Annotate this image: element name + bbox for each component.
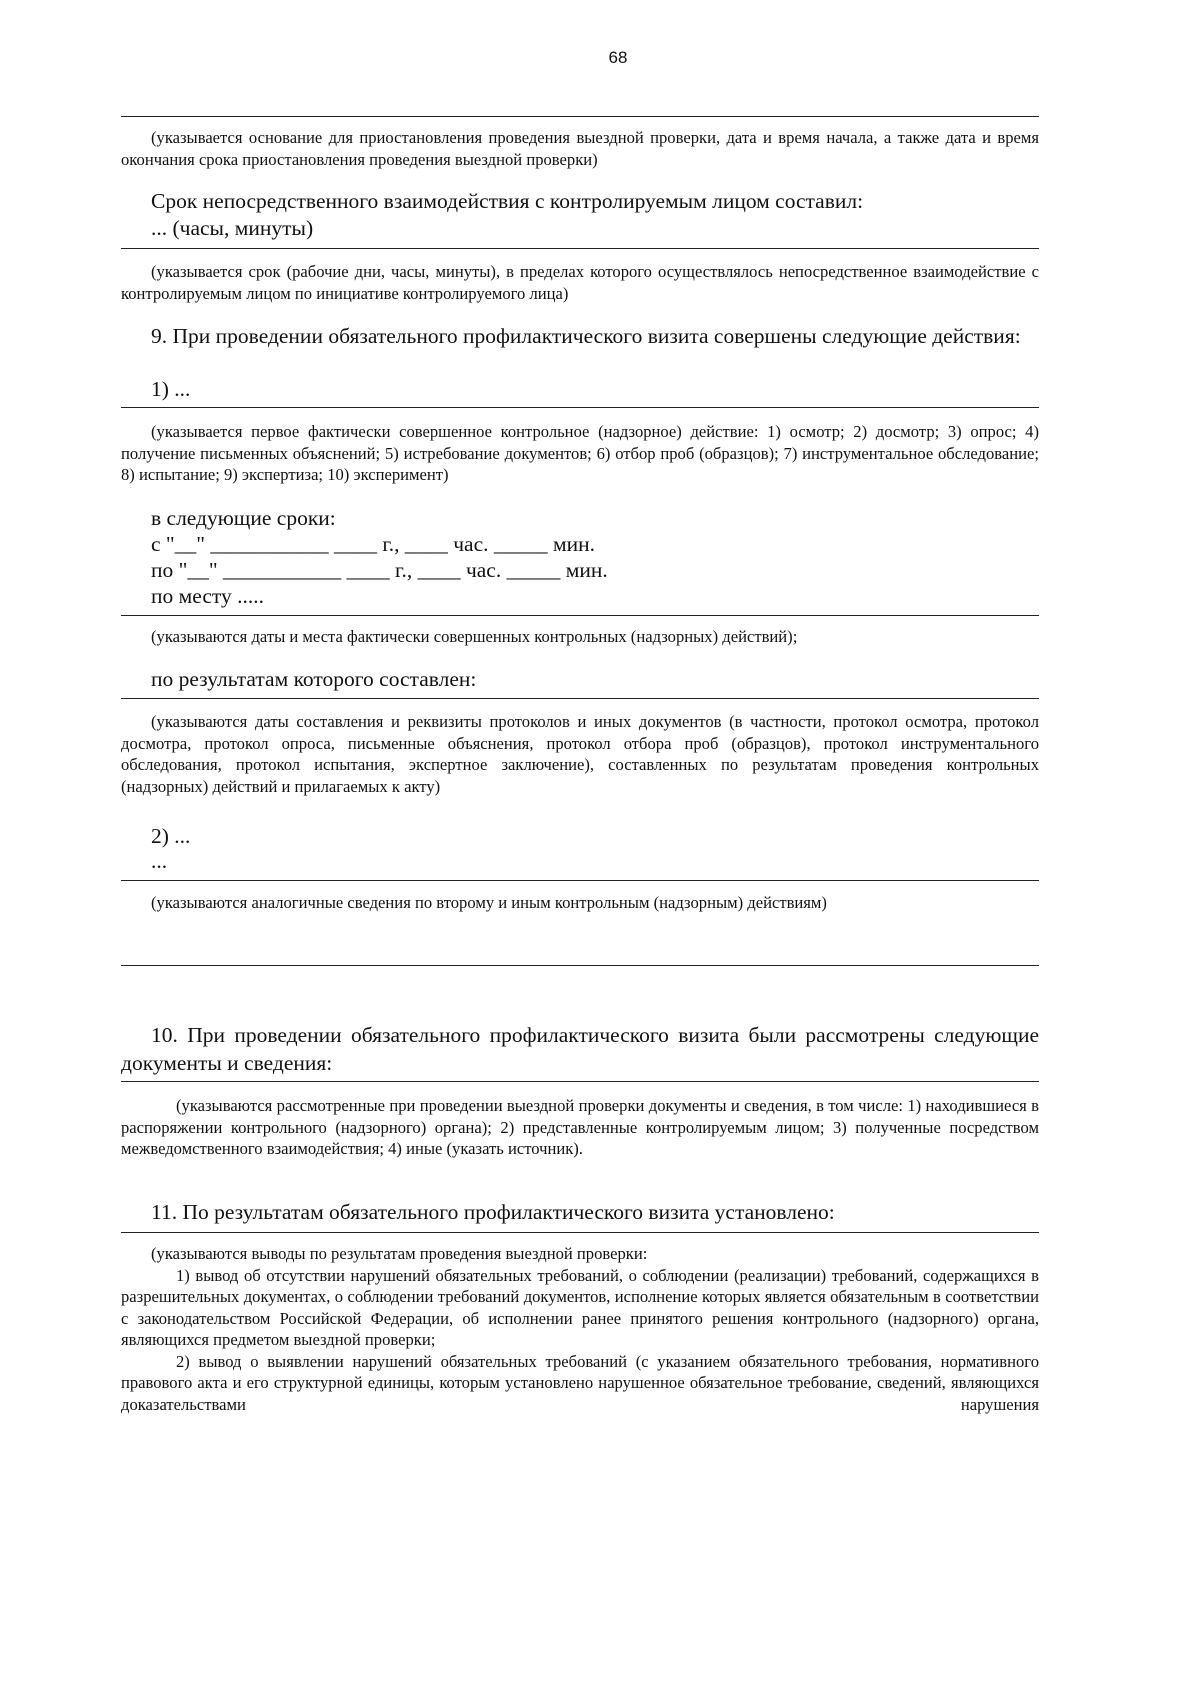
section-9-ellipsis: ... (151, 849, 168, 873)
section-9-item-1: 1) ... (151, 377, 191, 401)
page-number: 68 (608, 48, 628, 67)
fill-line (121, 965, 1039, 966)
section-11-heading: 11. По результатам обязательного профилактического визита установлено: (151, 1200, 835, 1224)
note-action-dates: (указываются даты и места фактически совершенных контрольных (надзорных) действий); (151, 627, 798, 646)
fill-line (121, 1232, 1039, 1233)
note-conclusion-2: 2) вывод о выявлении нарушений обязательных требований (с указанием обязательного требования, нормативного правового акта и его структурной единицы, которым установлено нарушенное обязательное требование, сведений, являющихся доказательствами нарушения (121, 1351, 1039, 1414)
place-line: по месту ..... (151, 584, 264, 608)
fill-line (121, 615, 1039, 616)
fill-line (121, 407, 1039, 408)
date-from-line: с "__" ___________ ____ г., ____ час. _____ мин. (151, 532, 596, 556)
fill-line (121, 248, 1039, 249)
note-suspension: (указывается основание для приостановления проведения выездной проверки, дата и время начала, а также дата и время окончания срока приостановления проведения выездной проверки) (121, 128, 1039, 169)
note-interaction-term: (указывается срок (рабочие дни, часы, минуты), в пределах которого осуществлялось непосредственное взаимодействие с контролируемым лицом по инициативе контролируемого лица) (121, 262, 1039, 303)
interaction-duration-line: Срок непосредственного взаимодействия с контролируемым лицом составил: (151, 189, 864, 213)
result-label: по результатам которого составлен: (151, 667, 477, 691)
fill-line (121, 880, 1039, 881)
note-conclusions (121, 1243, 1039, 1415)
section-10-heading: 10. При проведении обязательного профилактического визита были рассмотрены следующие документы и сведения: (121, 1023, 1039, 1075)
note-documents-reviewed: (указываются рассмотренные при проведении выездной проверки документы и сведения, в том числе: 1) находившиеся в распоряжении контрольного (надзорного) органа); 2) представленные контролируемым лицом; 3) полученные посредством межведомственного взаимодействия; 4) иные (указать источник). (121, 1096, 1039, 1158)
note-conclusion-1: 1) вывод об отсутствии нарушений обязательных требований, о соблюдении (реализации) требований, содержащихся в разрешительных документах, о соблюдении требований документов, исполнение которых является обязательным в соответствии с законодательством Российской Федерации, об исполнении ранее принятого решения контрольного (надзорного) органа, являющихся предметом выездной проверки; (121, 1265, 1039, 1349)
terms-label: в следующие сроки: (151, 506, 336, 530)
section-9-item-2: 2) ... (151, 824, 191, 848)
interaction-duration-value: ... (часы, минуты) (151, 216, 314, 240)
section-9-heading: 9. При проведении обязательного профилактического визита совершены следующие действия: (151, 324, 1021, 348)
note-conclusions-intro: (указываются выводы по результатам проведения выездной проверки: (151, 1244, 648, 1263)
note-first-action: (указывается первое фактически совершенное контрольное (надзорное) действие: 1) осмотр; 2) досмотр; 3) опрос; 4) получение письменных объяснений; 5) истребование документов; 6) отбор проб (образцов); 7) инструментальное обследование; 8) испытание; 9) экспертиза; 10) эксперимент) (121, 422, 1039, 484)
fill-line (121, 698, 1039, 699)
fill-line (121, 1081, 1039, 1082)
fill-line (121, 116, 1039, 117)
date-to-line: по "__" ___________ ____ г., ____ час. _____ мин. (151, 558, 608, 582)
note-similar-actions: (указываются аналогичные сведения по второму и иным контрольным (надзорным) действиям) (151, 893, 827, 912)
note-protocols: (указываются даты составления и реквизиты протоколов и иных документов (в частности, протокол осмотра, протокол досмотра, протокол опроса, письменные объяснения, протокол отбора проб (образцов), протокол инструментального обследования, протокол испытания, экспертное заключение), составленных по результатам проведения контрольных (надзорных) действий и прилагаемых к акту) (121, 712, 1039, 796)
